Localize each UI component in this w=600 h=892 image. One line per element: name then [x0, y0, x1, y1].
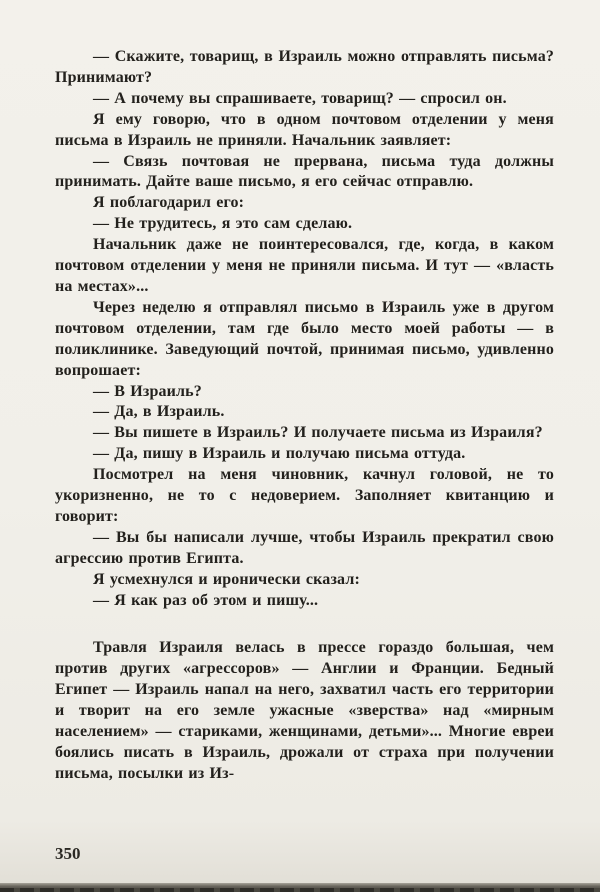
page-number: 350	[55, 844, 81, 863]
paragraph: — Не трудитесь, я это сам сделаю.	[93, 215, 353, 233]
paragraph: Через неделю я отправлял письмо в Израиль уже в другом почтовом отделении, там где было место моей работы — в поликлинике. Заведующий почтой, принимая письмо, удивленно вопрошает:	[55, 298, 554, 379]
paragraph: — Да, в Израиль.	[93, 403, 225, 421]
paragraph: — Вы пишете в Израиль? И получаете письма из Израиля?	[93, 424, 543, 442]
scan-edge-artifact	[0, 883, 600, 892]
paragraph: Посмотрел на меня чиновник, качнул головой, не то укоризненно, не то с недоверием. Заполняет квитанцию и говорит:	[55, 466, 554, 525]
paragraph: — А почему вы спрашиваете, товарищ? — спросил он.	[93, 89, 507, 107]
paragraph: Начальник даже не поинтересовался, где, когда, в каком почтовом отделении у меня не приняли письма. И тут — «власть на местах»...	[55, 236, 554, 295]
paragraph: — Я как раз об этом и пишу...	[93, 591, 319, 609]
paragraph: Я усмехнулся и иронически сказал:	[93, 570, 360, 588]
paragraph: — Скажите, товарищ, в Израиль можно отправлять письма? Принимают?	[55, 48, 554, 86]
paragraph: Я поблагодарил его:	[93, 194, 245, 212]
text-block	[55, 47, 554, 785]
paragraph: — Связь почтовая не прервана, письма туда должны принимать. Дайте ваше письмо, я его сейчас отправлю.	[55, 152, 554, 191]
paragraph: — В Израиль?	[93, 382, 202, 400]
paragraph: — Вы бы написали лучше, чтобы Израиль прекратил свою агрессию против Египта.	[55, 528, 554, 567]
paragraph: — Да, пишу в Израиль и получаю письма оттуда.	[93, 445, 466, 463]
paragraph: Травля Израиля велась в прессе гораздо большая, чем против других «агрессоров» — Англии и Франции. Бедный Египет — Израиль напал на него, захватил часть его территории и творит на его земле ужасные «зверства» над «мирным населением» — стариками, женщинами, детьми»... Многие евреи боялись писать в Израиль, дрожали от страха при получении письма, посылки из Из-	[55, 639, 554, 782]
paragraph: Я ему говорю, что в одном почтовом отделении у меня письма в Израиль не приняли. Начальник заявляет:	[55, 110, 554, 149]
